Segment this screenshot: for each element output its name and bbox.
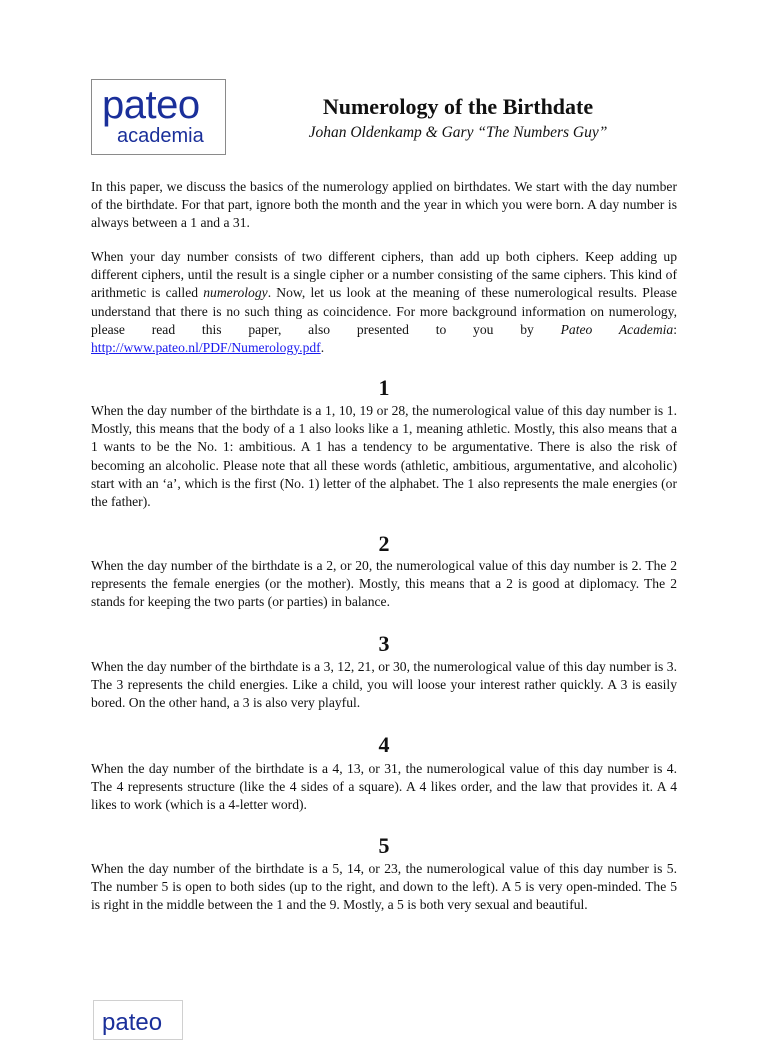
- section-text-5: When the day number of the birthdate is a 5, 14, or 23, the numerological value of this day number is 5. The number 5 is open to both sides (up to the right, and down to the left). A 5 is very open-minded. The 5 is right in the middle between the 1 and the 9. Mostly, a 5 is both very sexual and beautiful.: [91, 861, 677, 913]
- section-heading-3: 3: [378, 631, 390, 656]
- section-heading-4: 4: [378, 732, 390, 757]
- section-text-2: When the day number of the birthdate is a 2, or 20, the numerological value of this day number is 2. The 2 represents the female energies (or the mother). Mostly, this means that a 2 is good at diplomacy. The 2 stands for keeping the two parts (or parties) in balance.: [91, 558, 677, 610]
- section-text-4: When the day number of the birthdate is a 4, 13, or 31, the numerological value of this day number is 4. The 4 represents structure (like the 4 sides of a square). A 4 likes order, and the law that provides it. A 4 likes to work (which is a 4-letter word).: [91, 761, 677, 813]
- intro-paragraph-2: [91, 248, 677, 357]
- intro-p2-end: .: [320, 340, 325, 356]
- intro-p2-text-b: . Now, let us look at the meaning of these numerological results. Please understand that there is no such thing as coincidence. For more background information on numerology, please read this paper, also presented to you by: [91, 285, 677, 337]
- section-heading-1: 1: [378, 375, 390, 400]
- footer-logo-text: pateo: [102, 1009, 163, 1036]
- pateo-academia-logo: [91, 79, 226, 155]
- intro-paragraph-1: In this paper, we discuss the basics of the numerology applied on birthdates. We start with the day number of the birthdate. For that part, ignore both the month and the year in which you were born. A day number is always between a 1 and a 31.: [91, 179, 677, 231]
- document-authors: Johan Oldenkamp & Gary “The Numbers Guy”: [308, 124, 608, 141]
- document-title: Numerology of the Birthdate: [322, 94, 594, 119]
- section-text-1: When the day number of the birthdate is a 1, 10, 19 or 28, the numerological value of this day number is 1. Mostly, this means that the body of a 1 also looks like a 1, meaning athletic. Mostly, this also means that a 1 wants to be the No. 1: ambitious. A 1 has a tendency to be argumentative. There is also the risk of becoming an alcoholic. Please note that all these words (athletic, ambitious, argumentative, and alcoholic) start with an ‘a’, which is the first (No. 1) letter of the alphabet. The 1 also represents the male energies (or the father).: [91, 403, 677, 510]
- section-text-3: When the day number of the birthdate is a 3, 12, 21, or 30, the numerological value of this day number is 3. The 3 represents the child energies. Like a child, you will loose your interest rather quickly. A 3 is easily bored. On the other hand, a 3 is also very playful.: [91, 659, 677, 711]
- intro-p2-colon: :: [673, 321, 677, 337]
- intro-p2-text-a: When your day number consists of two different ciphers, than add up both ciphers. Keep adding up different ciphers, until the result is a single cipher or a number consisting of the same ciphers. This kind of arithmetic is called: [91, 249, 677, 301]
- logo-pateo-text: pateo: [102, 83, 200, 127]
- footer-logo: [93, 1000, 183, 1040]
- section-heading-2: 2: [378, 531, 390, 556]
- intro-p2-emphasis: numerology: [203, 285, 268, 301]
- intro-p2-source: Pateo Academia: [560, 321, 674, 337]
- logo-academia-text: academia: [117, 125, 204, 147]
- numerology-pdf-link[interactable]: http://www.pateo.nl/PDF/Numerology.pdf: [91, 340, 321, 356]
- section-heading-5: 5: [378, 833, 390, 858]
